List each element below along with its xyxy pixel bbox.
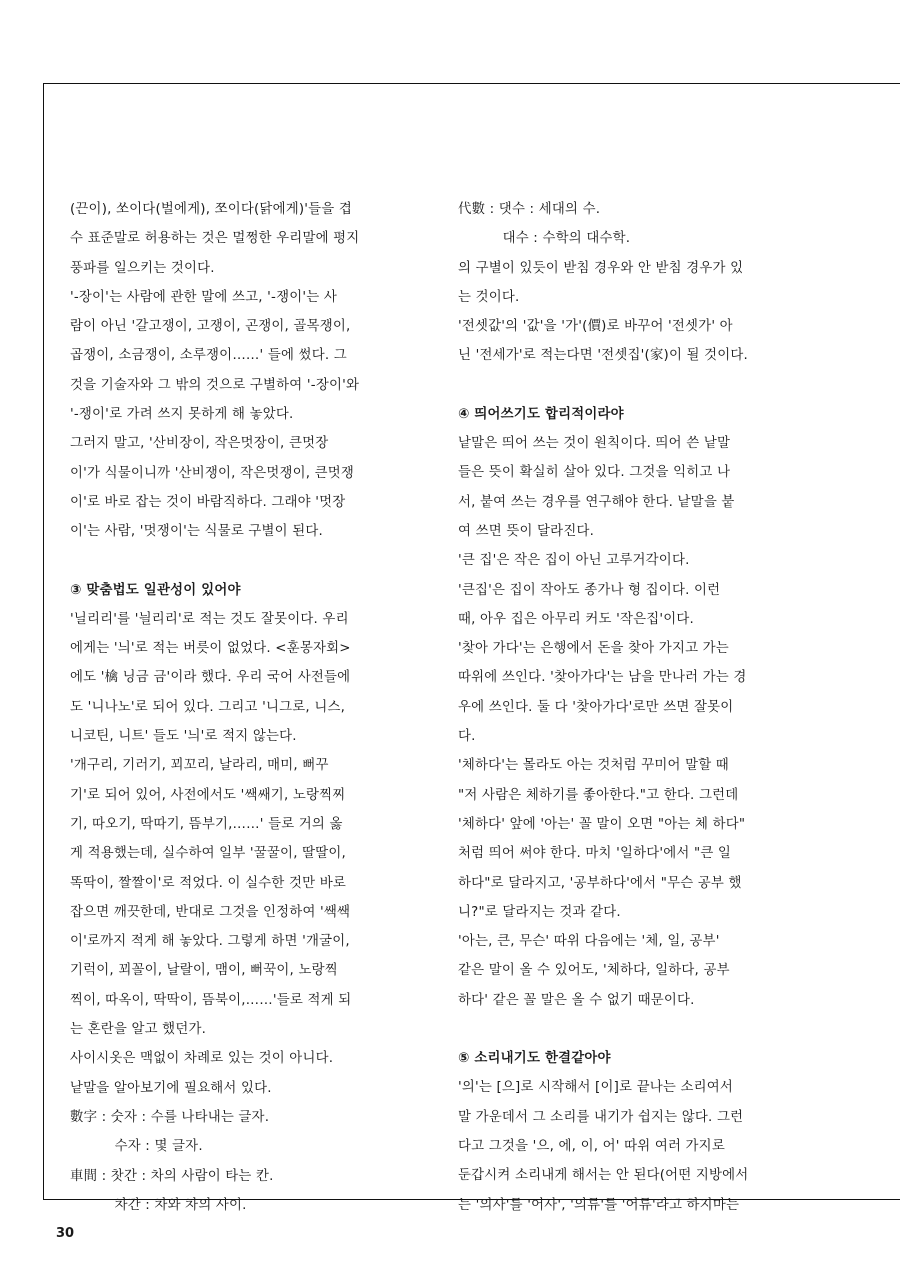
text-line: 게 적용했는데, 실수하여 일부 '꿀꿀이, 딸딸이, xyxy=(70,846,346,862)
text-line: '아는, 큰, 무슨' 따위 다음에는 '체, 일, 공부' xyxy=(458,934,720,950)
text-line: 때, 아우 집은 아무리 커도 '작은집'이다. xyxy=(458,611,694,627)
text-line: 곱쟁이, 소금쟁이, 소루쟁이……' 들에 썼다. 그 xyxy=(70,348,347,364)
text-line: 서, 붙여 쓰는 경우를 연구해야 한다. 낱말을 붙 xyxy=(458,494,735,510)
text-line: 기, 따오기, 딱따기, 뜸부기,……' 들로 거의 옳 xyxy=(70,816,343,832)
text-line: 낱말은 띄어 쓰는 것이 원칙이다. 띄어 쓴 낱말 xyxy=(458,436,731,452)
text-line: '의'는 [으]로 시작해서 [이]로 끝나는 소리여서 xyxy=(458,1080,734,1096)
text-line: 사이시옷은 맥없이 차례로 있는 것이 아니다. xyxy=(70,1051,334,1067)
text-line: 는 것이다. xyxy=(458,289,520,305)
text-line: 똑딱이, 짤짤이'로 적었다. 이 실수한 것만 바로 xyxy=(70,875,346,891)
text-line: 그러지 말고, '산비장이, 작은멋장이, 큰멋장 xyxy=(70,436,329,452)
text-line: '큰 집'은 작은 집이 아닌 고루거각이다. xyxy=(458,553,690,569)
text-line: 도 '니나노'로 되어 있다. 그리고 '니그로, 니스, xyxy=(70,699,346,715)
text-line: (끈이), 쏘이다(벌에게), 쪼이다(닭에게)'들을 겹 xyxy=(70,202,353,217)
text-line: 말 가운데서 그 소리를 내기가 쉽지는 않다. 그런 xyxy=(458,1109,744,1125)
text-line: 이'로 바로 잡는 것이 바람직하다. 그래야 '멋장 xyxy=(70,494,346,510)
text-line: 것을 기술자와 그 밖의 것으로 구별하여 '-장이'와 xyxy=(70,377,360,393)
text-line: 수자 : 몇 글자. xyxy=(70,1139,203,1155)
text-line: 에도 '檎 닝금 금'이라 했다. 우리 국어 사전들에 xyxy=(70,670,351,686)
text-line: 같은 말이 올 수 있어도, '체하다, 일하다, 공부 xyxy=(458,963,730,979)
text-line: '개구리, 기러기, 꾀꼬리, 날라리, 매미, 뻐꾸 xyxy=(70,758,329,774)
section-gap xyxy=(70,547,442,576)
text-line: 처럼 띄어 써야 한다. 마치 '일하다'에서 "큰 일 xyxy=(458,846,732,862)
section-gap xyxy=(458,371,833,400)
text-line: '찾아 가다'는 은행에서 돈을 찾아 가지고 가는 xyxy=(458,641,729,657)
section-gap xyxy=(458,1015,833,1044)
text-line: 기럭이, 꾀꼴이, 날랄이, 맴이, 뻐꾹이, 노랑찍 xyxy=(70,963,338,979)
text-line: '전셋값'의 '값'을 '가'(價)로 바꾸어 '전셋가' 아 xyxy=(458,319,733,335)
text-line: 車間 : 찻간 : 차의 사람이 타는 칸. xyxy=(70,1168,274,1184)
text-line: 이'로까지 적게 해 놓았다. 그렇게 하면 '개굴이, xyxy=(70,934,350,950)
text-line: 닌 '전세가'로 적는다면 '전셋집'(家)이 될 것이다. xyxy=(458,348,749,364)
text-line: 하다' 같은 꼴 말은 올 수 없기 때문이다. xyxy=(458,992,695,1008)
left-column xyxy=(70,195,442,1220)
section-heading: ④ 띄어쓰기도 합리적이라야 xyxy=(458,406,624,422)
text-line: '체하다'는 몰라도 아는 것처럼 꾸미어 말할 때 xyxy=(458,758,729,774)
text-line: 다고 그것을 '으, 에, 이, 어' 따위 여러 가지로 xyxy=(458,1138,725,1154)
text-line: '큰집'은 집이 작아도 종가나 형 집이다. 이런 xyxy=(458,582,721,598)
section-heading: ⑤ 소리내기도 한결같아야 xyxy=(458,1051,611,1067)
section-heading: ③ 맞춤법도 일관성이 있어야 xyxy=(70,582,241,598)
text-line: 따위에 쓰인다. '찾아가다'는 남을 만나러 가는 경 xyxy=(458,670,747,686)
text-line: 기'로 되어 있어, 사전에서도 '쌕쌔기, 노랑찍찌 xyxy=(70,787,346,803)
text-line: 우에 쓰인다. 둘 다 '찾아가다'로만 쓰면 잘못이 xyxy=(458,699,734,715)
text-line: 찍이, 따옥이, 딱딱이, 뜸북이,……'들로 적게 되 xyxy=(70,992,352,1008)
text-line: 는 '의사'를 '어사', '의류'를 '어류'라고 하지마는 xyxy=(458,1197,740,1213)
text-line: 잡으면 깨끗한데, 반대로 그것을 인정하여 '쌕쌕 xyxy=(70,904,351,920)
text-line: 數字 : 숫자 : 수를 나타내는 글자. xyxy=(70,1109,270,1125)
text-line: 에게는 '늬'로 적는 버릇이 없었다. <훈몽자회> xyxy=(70,641,351,657)
text-line: 들은 뜻이 확실히 살아 있다. 그것을 익히고 나 xyxy=(458,465,731,481)
text-line: 의 구별이 있듯이 받침 경우와 안 받침 경우가 있 xyxy=(458,260,744,276)
text-line: 니코틴, 니트' 들도 '늬'로 적지 않는다. xyxy=(70,729,297,745)
text-line: 代數 : 댓수 : 세대의 수. xyxy=(458,202,601,217)
text-line: 이'가 식물이니까 '산비쟁이, 작은멋쟁이, 큰멋쟁 xyxy=(70,465,355,481)
text-line: 차간 : 차와 차의 사이. xyxy=(70,1197,247,1213)
text-line: 대수 : 수학의 대수학. xyxy=(458,231,631,247)
text-line: 이'는 사람, '멋쟁이'는 식물로 구별이 된다. xyxy=(70,524,324,540)
text-line: 니?"로 달라지는 것과 같다. xyxy=(458,904,621,920)
text-line: 람이 아닌 '갈고쟁이, 고쟁이, 곤쟁이, 골목쟁이, xyxy=(70,319,351,335)
page-number: 30 xyxy=(56,1226,75,1241)
text-line: 수 표준말로 허용하는 것은 멀쩡한 우리말에 평지 xyxy=(70,231,360,247)
text-line: 풍파를 일으키는 것이다. xyxy=(70,260,215,276)
text-line: '-쟁이'로 가려 쓰지 못하게 해 놓았다. xyxy=(70,407,294,423)
right-column xyxy=(458,195,833,1220)
text-line: '체하다' 앞에 '아는' 꼴 말이 오면 "아는 체 하다" xyxy=(458,816,746,832)
text-line: 다. xyxy=(458,729,476,745)
text-line: 여 쓰면 뜻이 달라진다. xyxy=(458,523,595,539)
text-line: '닐리리'를 '늴리리'로 적는 것도 잘못이다. 우리 xyxy=(70,611,349,627)
text-line: "저 사람은 체하기를 좋아한다."고 한다. 그런데 xyxy=(458,787,739,803)
text-line: 둔갑시켜 소리내게 해서는 안 된다(어떤 지방에서 xyxy=(458,1168,749,1184)
text-line: '-장이'는 사람에 관한 말에 쓰고, '-쟁이'는 사 xyxy=(70,289,337,305)
text-line: 낱말을 알아보기에 필요해서 있다. xyxy=(70,1080,272,1096)
text-line: 는 혼란을 알고 했던가. xyxy=(70,1022,207,1038)
text-line: 하다"로 달라지고, '공부하다'에서 "무슨 공부 했 xyxy=(458,875,742,891)
